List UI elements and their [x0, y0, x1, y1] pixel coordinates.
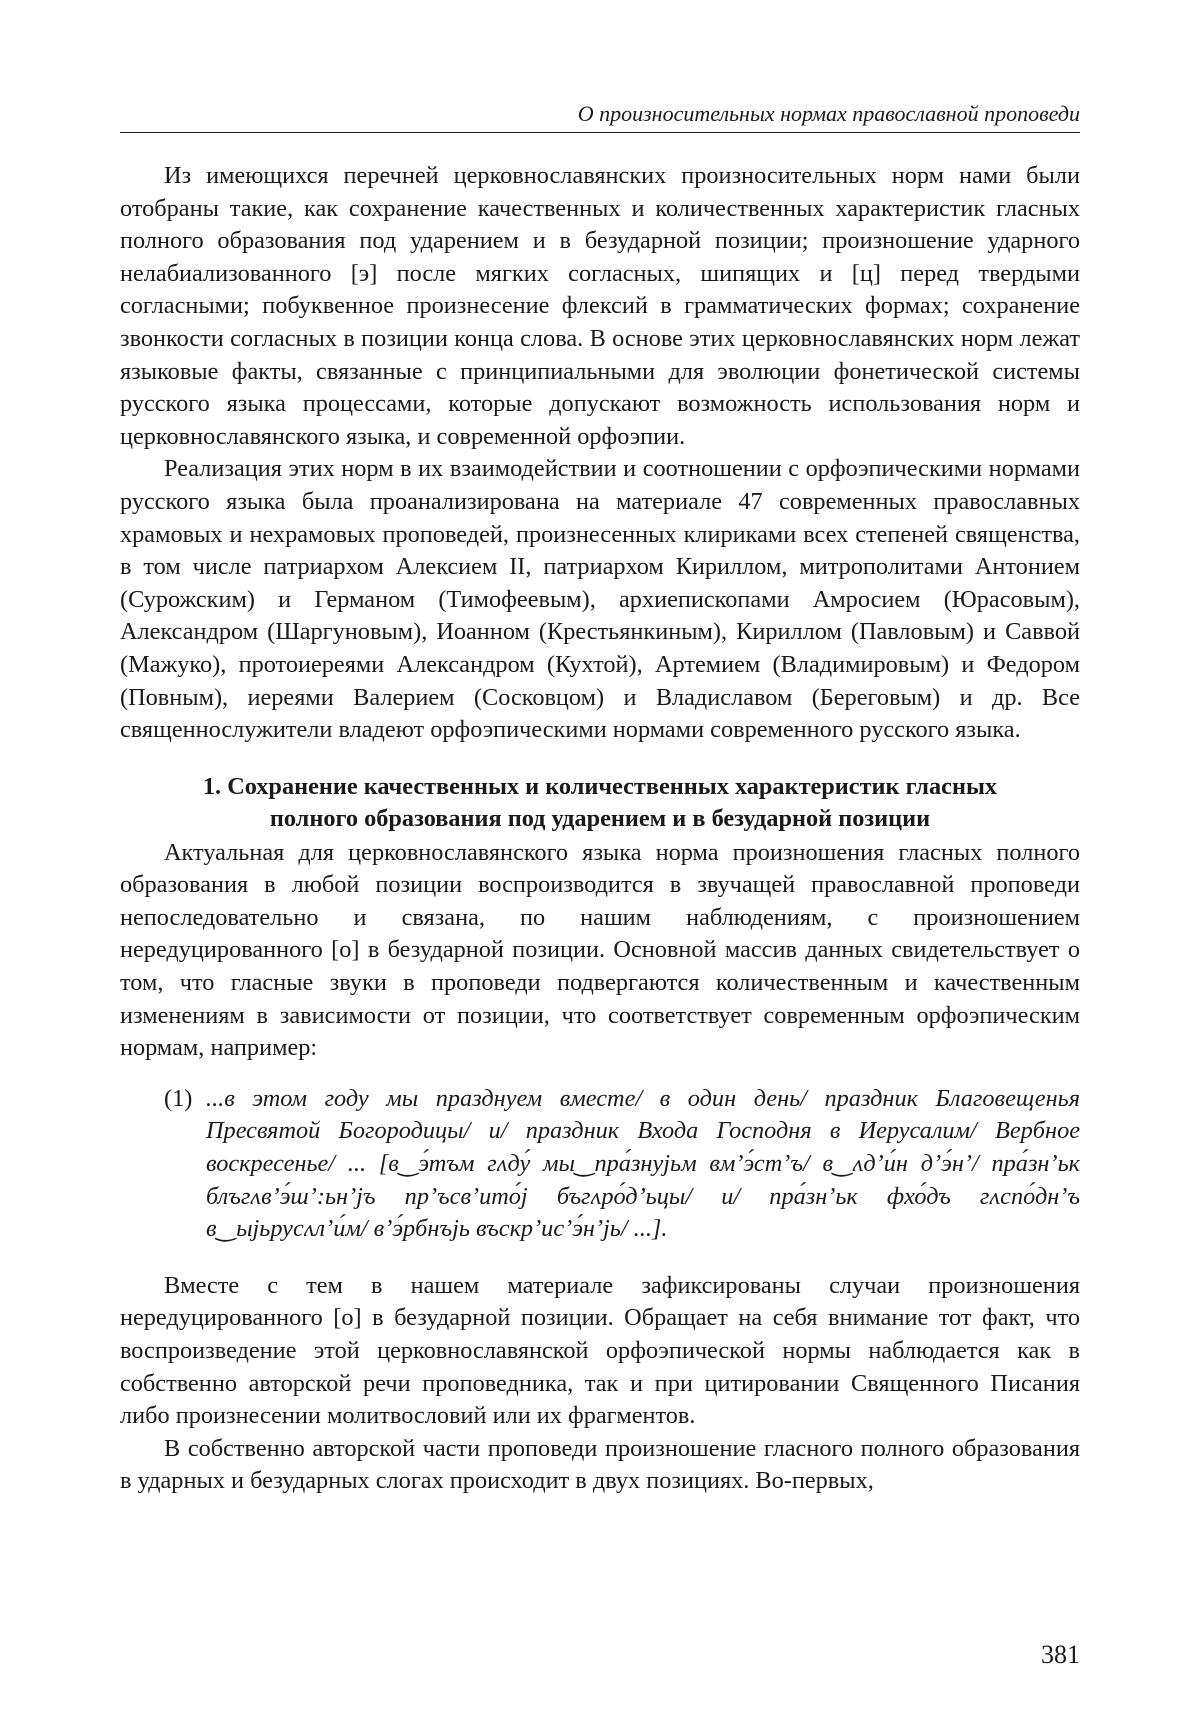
paragraph: Из имеющихся перечней церковнославянских произносительных норм нами были отобраны такие, как сохранение качественных и количественных характеристик гласных полного образования под ударением и в безударной позиции; произношение ударного нелабиализованного [э] после мягких согласных, шипящих и [ц] перед твердыми согласными; побуквенное произнесение флексий в грамматических формах; сохранение звонкости согласных в позиции конца слова. В основе этих церковнославянских норм лежат языковые факты, связанные с принципиальными для эволюции фонетической системы русского языка процессами, которые допускают возможность использования норм и церковнославянского языка, и современной орфоэпии. [120, 162, 1080, 450]
running-header: О произносительных нормах православной проповеди [577, 101, 1080, 126]
page-number: 381 [1041, 1640, 1080, 1669]
article-body [120, 160, 1080, 1498]
paragraph: Реализация этих норм в их взаимодействии и соотношении с орфоэпическими нормами русского языка была проанализирована на материале 47 современных православных храмовых и нехрамовых проповедей, произнесенных клириками всех степеней священства, в том числе патриархом Алексием II, патриархом Кириллом, митрополитами Антонием (Сурожским) и Германом (Тимофеевым), архиепископами Амросием (Юрасовым), Александром (Шаргуновым), Иоанном (Крестьянкиным), Кириллом (Павловым) и Саввой (Мажуко), протоиереями Александром (Кухтой), Артемием (Владимировым) и Федором (Повным), иереями Валерием (Сосковцом) и Владиславом (Береговым) и др. Все священнослужители владеют орфоэпическими нормами современного русского языка. [120, 455, 1080, 744]
paragraph: Актуальная для церковнославянского языка норма произношения гласных полного образования в любой позиции воспроизводится в звучащей православной проповеди непоследовательно и связана, по нашим наблюдениям, с произношением нередуцированного [о] в безударной позиции. Основной массив данных свидетельствует о том, что гласные звуки в проповеди подвергаются количественным и качественным изменениям в зависимости от позиции, что соответствует современным орфоэпическим нормам, например: [120, 838, 1080, 1062]
paragraph: В собственно авторской части проповеди произношение гласного полного образования в ударных и безударных слогах происходит в двух позициях. Во-первых, [120, 1434, 1080, 1495]
section-heading: 1. Сохранение качественных и количественных характеристик гласных полного образования под ударением и в безударной позиции [202, 772, 998, 832]
example-number: (1) [164, 1084, 193, 1112]
example-block [120, 1083, 1080, 1246]
example-text: ...в этом году мы празднуем вместе/ в один день/ праздник Благовещенья Пресвятой Богородицы/ и/ праздник Входа Господня в Иерусалим/ Вербное воскресенье/ ... [в‿э́тъм гʌду́ мы‿пра́знуjьм вм’э́ст’ъ/ в‿ʌд’и́н д’э́н’/ пра́зн’ьк блъгʌв’э́ш’:ьн’jъ пр’ъсв’ито́j бъгʌро́д’ьцы/ и/ пра́зн’ьк фхо́дъ гʌспо́дн’ъ в‿ыjьрусʌл’и́м/ в’э́рбнъjь въскр’ис’э́н’jь/ ...]. [206, 1084, 1080, 1243]
paragraph: Вместе с тем в нашем материале зафиксированы случаи произношения нередуцированного [о] в безударной позиции. Обращает на себя внимание тот факт, что воспроизведение этой церковнославянской орфоэпической нормы наблюдается как в собственно авторской речи проповедника, так и при цитировании Священного Писания либо произнесении молитвословий или их фрагментов. [120, 1271, 1080, 1430]
header-rule [120, 132, 1080, 133]
